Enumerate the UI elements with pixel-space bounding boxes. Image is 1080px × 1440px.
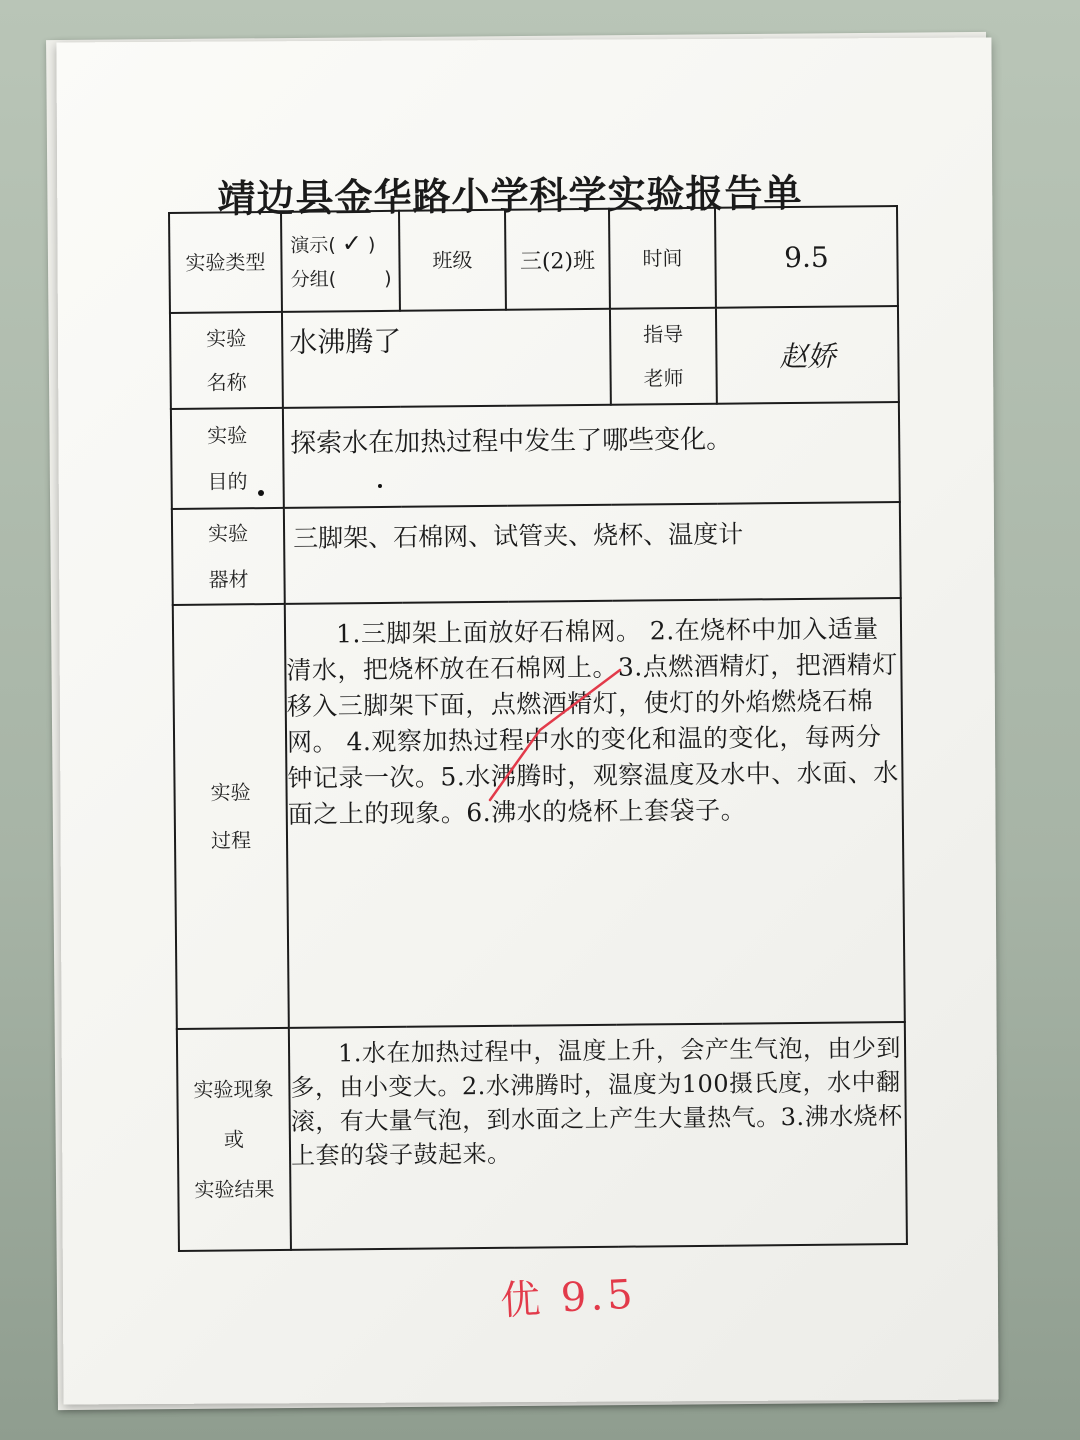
- time-label: 时间: [642, 246, 683, 271]
- class-value-cell: [505, 209, 610, 310]
- option-demo-label: 演示(: [290, 234, 336, 257]
- type-label-cell: [169, 212, 282, 313]
- red-check-stroke: [470, 660, 640, 810]
- materials-value-cell: [284, 502, 901, 604]
- result-label-line3: 实验结果: [194, 1177, 275, 1202]
- experiment-result: 1.水在加热过程中，温度上升，会产生气泡，由少到多，由小变大。2.水沸腾时，温度为100摄氏度，水中翻滚，有大量气泡，到水面之上产生大量热气。3.沸水烧杯上套的袋子鼓起来。: [290, 1034, 903, 1170]
- process-label-cell: [173, 604, 289, 1029]
- result-label-line2: 或: [223, 1127, 245, 1152]
- teacher-signature: 赵娇: [779, 339, 836, 374]
- experiment-goal: 探索水在加热过程中发生了哪些变化。: [290, 424, 733, 459]
- process-label-line1: 实验: [210, 780, 251, 805]
- time-value: 9.5: [784, 240, 829, 274]
- row-name: [170, 306, 899, 409]
- goal-label-line2: 目的: [207, 469, 248, 494]
- row-materials: [172, 502, 901, 605]
- class-label: 班级: [432, 248, 473, 273]
- name-label-line2: 名称: [206, 370, 247, 395]
- class-label-cell: [399, 210, 506, 311]
- experiment-process: 1.三脚架上面放好石棉网。 2.在烧杯中加入适量清水，把烧杯放在石棉网上。3.点燃酒精灯，把酒精灯移入三脚架下面，点燃酒精灯，使灯的外焰燃烧石棉网。 4.观察加热过程中水的变化和温的变化，每两分钟记录一次。5.水沸腾时，观察温度及水中、水面、水面之上的现象。6.沸水的烧杯上套袋子。: [286, 614, 899, 829]
- option-group: [282, 262, 398, 297]
- row-goal: [171, 402, 900, 509]
- grade-mark: 优 9.5: [499, 1271, 638, 1325]
- materials-label-line2: 器材: [208, 567, 249, 592]
- report-title: 靖边县金华路小学科学实验报告单: [217, 169, 803, 222]
- ink-dot: [378, 484, 382, 488]
- materials-label-cell: [172, 508, 285, 605]
- time-label-cell: [609, 208, 716, 309]
- type-label: 实验类型: [185, 250, 266, 275]
- name-label-cell: [170, 312, 283, 409]
- goal-label-line1: 实验: [207, 423, 248, 448]
- teacher-label-cell: [610, 308, 717, 405]
- materials-label-line1: 实验: [207, 521, 249, 546]
- goal-label-cell: [171, 408, 284, 509]
- option-group-close: ): [384, 267, 392, 290]
- name-value-cell: [282, 309, 611, 408]
- result-value-cell: [289, 1022, 907, 1250]
- experiment-materials: 三脚架、石棉网、试管夹、烧杯、温度计: [292, 519, 744, 553]
- class-value: 三(2)班: [519, 248, 596, 275]
- teacher-label-line1: 指导: [643, 322, 684, 347]
- ink-dot: [258, 490, 264, 496]
- name-label-line1: 实验: [206, 326, 247, 351]
- row-result: [177, 1022, 907, 1251]
- process-label-line2: 过程: [210, 828, 252, 853]
- teacher-label-line2: 老师: [643, 366, 684, 391]
- demo-check-mark: ✓: [341, 229, 363, 258]
- option-demo-close: ): [367, 234, 376, 257]
- type-options-cell: [281, 211, 400, 312]
- goal-value-cell: [283, 402, 900, 508]
- time-value-cell: [715, 206, 898, 308]
- teacher-value-cell: [716, 306, 899, 404]
- row-type: [169, 206, 898, 313]
- experiment-name: 水沸腾了: [289, 324, 402, 359]
- option-group-label: 分组(: [290, 268, 337, 291]
- result-label-cell: [177, 1028, 291, 1251]
- result-label-line1: 实验现象: [193, 1077, 274, 1102]
- option-demo: [282, 226, 398, 263]
